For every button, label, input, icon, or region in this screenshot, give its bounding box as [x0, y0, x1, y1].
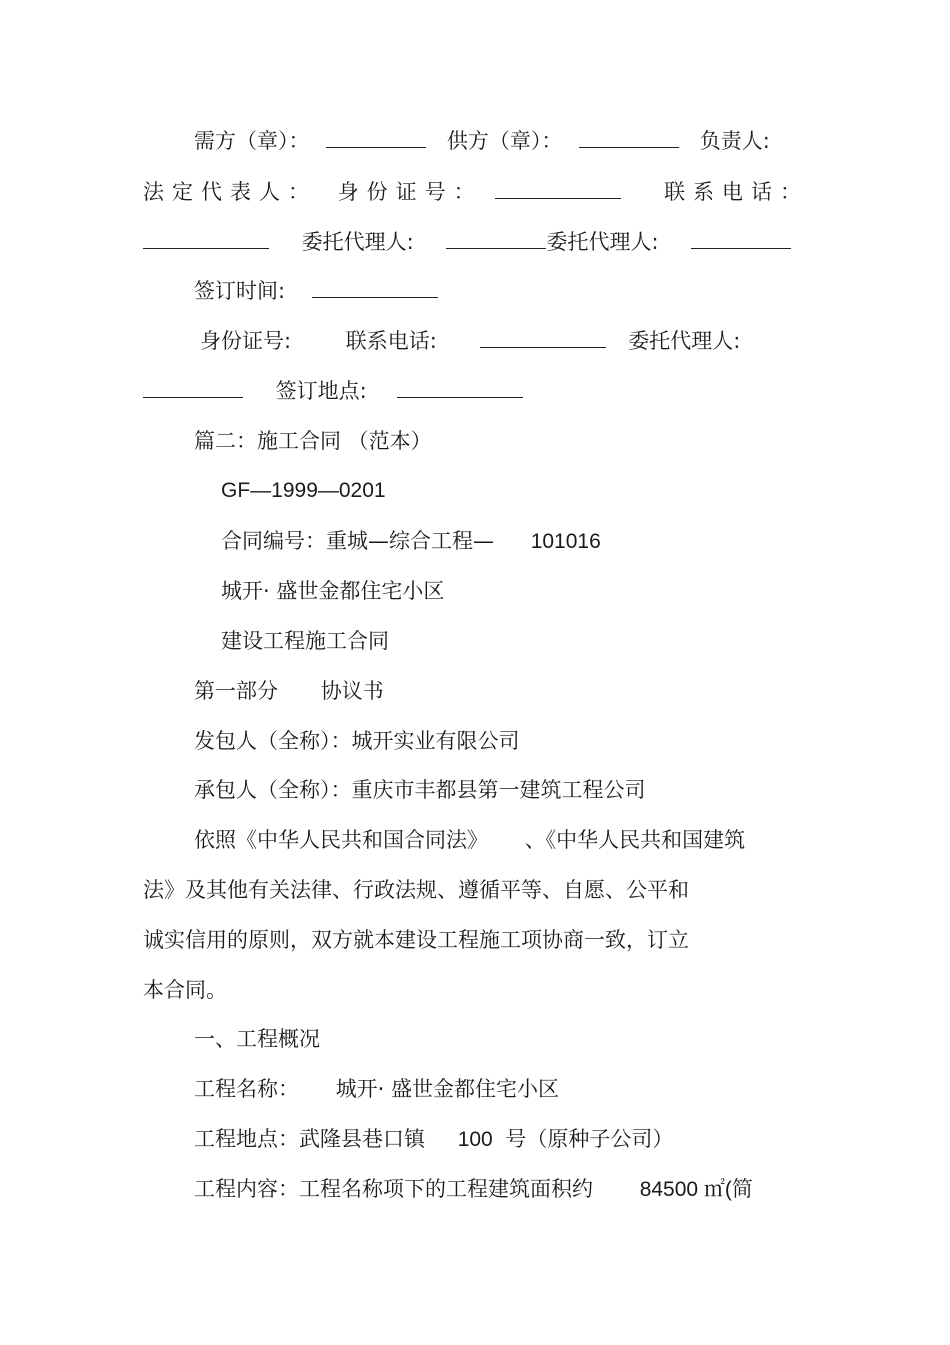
agent-a-blank [446, 228, 546, 249]
project-header-2: 建设工程施工合同 [221, 629, 389, 653]
part-one-label: 第一部分 [194, 679, 278, 703]
id-no-label-2: 身份证号: [200, 329, 292, 353]
id-no-label: 身份证号： [337, 180, 483, 204]
phone-label-2: 联系电话: [345, 329, 437, 353]
project-name-value: 城开· 盛世金都住宅小区 [335, 1077, 560, 1101]
sign-time-line [194, 276, 438, 306]
contract-code: GF—1999—0201 [221, 479, 386, 502]
sign-time-label: 签订时间: [194, 279, 286, 303]
project-content-label: 工程内容：工程名称项下的工程建筑面积约 [194, 1177, 593, 1201]
id-phone-line [200, 326, 740, 356]
buyer-line [194, 126, 770, 156]
project-location-label: 工程地点：武隆县巷口镇 [194, 1127, 425, 1151]
project-name-label: 工程名称： [194, 1077, 299, 1101]
buyer-label: 需方（章）： [194, 129, 310, 153]
section-1-title: 一、工程概况 [194, 1027, 320, 1051]
agent-b-label: 委托代理人: [546, 230, 659, 254]
project-content-line [194, 1174, 753, 1205]
section-title: 篇二：施工合同 （范本） [194, 429, 432, 453]
project-location-number: 100 [457, 1128, 493, 1151]
agent-a-label: 委托代理人: [301, 230, 414, 254]
project-header-1: 城开· 盛世金都住宅小区 [221, 579, 445, 603]
project-location-rest: 号（原种子公司） [505, 1127, 674, 1151]
project-name-line [194, 1074, 559, 1104]
legal-rep-line [143, 177, 809, 207]
sign-time-blank [312, 277, 438, 298]
part-one-title: 协议书 [320, 679, 384, 703]
paragraph-line-1a: 依照《中华人民共和国合同法》 [194, 828, 488, 852]
sign-place-blank [397, 377, 523, 398]
agent-blank-3 [143, 377, 243, 398]
sign-place-label: 签订地点: [275, 379, 367, 403]
project-content-value: 84500 ㎡(简 [639, 1178, 753, 1201]
agent-b-blank [691, 228, 791, 249]
contract-number-label: 合同编号：重城—综合工程— [221, 529, 494, 553]
agent-line [143, 227, 791, 257]
id-no-blank [495, 178, 621, 199]
paragraph-line-4: 本合同。 [143, 978, 227, 1002]
buyer-blank [326, 127, 426, 148]
project-location-line [194, 1124, 673, 1155]
sign-place-line [143, 376, 523, 406]
seller-label: 供方（章）： [446, 129, 563, 153]
paragraph-line-2: 法》及其他有关法律、行政法规、遵循平等、自愿、公平和 [143, 878, 689, 902]
legal-rep-label: 法定代表人： [143, 180, 317, 204]
contractor-line: 承包人（全称）：重庆市丰都县第一建筑工程公司 [194, 778, 646, 802]
paragraph-line-3: 诚实信用的原则，双方就本建设工程施工项协商一致，订立 [143, 928, 689, 952]
paragraph-line-1 [194, 825, 745, 855]
phone-label: 联系电话： [664, 180, 810, 204]
contract-number-value: 101016 [530, 530, 601, 553]
agent-label-3: 委托代理人: [628, 329, 741, 353]
seller-blank [579, 127, 679, 148]
contract-number [221, 526, 601, 557]
responsible-label: 负责人: [699, 129, 770, 153]
employer-line: 发包人（全称）：城开实业有限公司 [194, 729, 520, 753]
phone-blank [143, 228, 269, 249]
part-one-heading [194, 676, 384, 706]
paragraph-line-1b: 、《中华人民共和国建筑 [524, 828, 746, 852]
phone-blank-2 [480, 327, 606, 348]
